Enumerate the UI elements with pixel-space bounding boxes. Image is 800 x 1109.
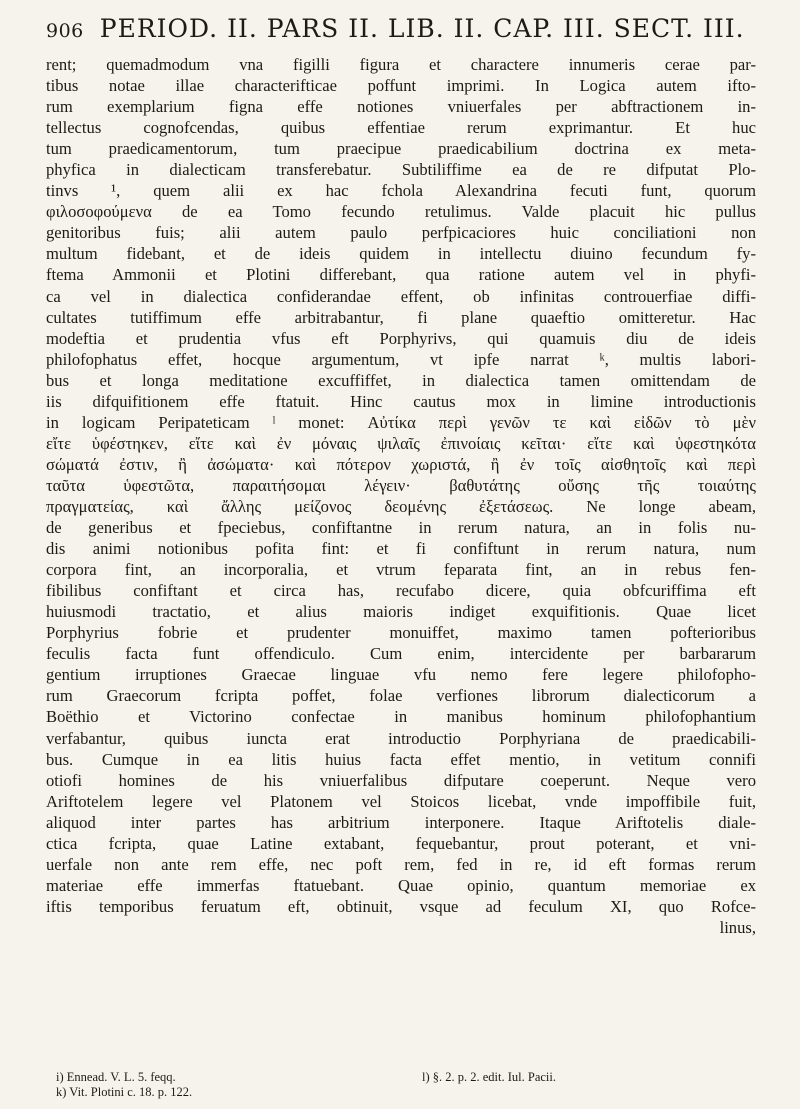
text-line: otiofi homines de his vniuerfalibus difputare coeperunt. Neque vero bbox=[46, 770, 756, 790]
text-line: uerfale non ante rem effe, nec poft rem, fed in re, id eft formas rerum bbox=[46, 854, 756, 874]
text-line: de generibus et fpeciebus, confiftantne in rerum natura, an in folis nu- bbox=[46, 518, 756, 538]
text-line: multum fidebant, et de ideis quidem in intellectu diuino fecundum fy- bbox=[46, 244, 756, 264]
running-head bbox=[46, 14, 756, 48]
footnote: l) §. 2. p. 2. edit. Iul. Pacii. bbox=[421, 1070, 556, 1084]
text-line: tellectus cognofcendas, quibus effentiae rerum exprimantur. Et huc bbox=[46, 118, 756, 138]
text-line: feculis facta funt offendiculo. Cum enim, intercidente per barbararum bbox=[46, 644, 756, 664]
body-text bbox=[46, 54, 756, 938]
text-line: rum exemplarium figna effe notiones vniuerfales per abftractionem in- bbox=[46, 97, 756, 117]
text-line: materiae effe immerfas ftatuebant. Quae opinio, quantum memoriae ex bbox=[46, 875, 756, 895]
text-line: ctica fcripta, quae Latine extabant, fequebantur, prout poterant, et vni- bbox=[46, 833, 756, 853]
text-line: tinvs ¹, quem alii ex hac fchola Alexandrina fecuti funt, quorum bbox=[46, 181, 756, 201]
text-line: philofophatus effet, hocque argumentum, vt ipfe narrat ᵏ, multis labori- bbox=[46, 349, 756, 369]
text-line: tum praedicamentorum, tum praecipue praedicabilium doctrina ex meta- bbox=[46, 139, 756, 159]
text-line: tibus notae illae characterifticae poffunt imprimi. In Logica autem ifto- bbox=[46, 76, 756, 96]
footnote: i) Ennead. V. L. 5. feqq. bbox=[56, 1070, 176, 1084]
text-line: iftis temporibus feruatum eft, obtinuit, vsque ad feculum XI, quo Rofce- bbox=[46, 896, 756, 916]
text-line: ftema Ammonii et Plotini differebant, qua ratione autem vel in phyfi- bbox=[46, 265, 756, 285]
text-line: phyfica in dialecticam transferebatur. Subtiliffime ea de re difputat Plo- bbox=[46, 160, 756, 180]
text-line: fibilibus confiftant et circa has, recufabo dicere, quia obfcuriffima eft bbox=[46, 581, 756, 601]
text-line: bus et longa meditatione excuffiffet, in dialectica tamen omittendam de bbox=[46, 370, 756, 390]
text-line: gentium irruptiones Graecae linguae vfu nemo fere legere philofopho- bbox=[46, 665, 756, 685]
text-line: rum Graecorum fcripta poffet, folae verfiones librorum dialecticorum a bbox=[46, 686, 756, 706]
text-line: dis animi notionibus pofita fint: et fi confiftunt in rerum natura, num bbox=[46, 539, 756, 559]
text-line: σώματά ἐστιν, ἢ ἀσώματα· καὶ πότερον χωριστά, ἢ ἐν τοῖς αἰσθητοῖς καὶ περὶ bbox=[46, 454, 756, 474]
text-line: iis difquifitionem effe ftatuit. Hinc cautus mox in limine introductionis bbox=[46, 391, 756, 411]
text-line: verfabantur, quibus iuncta erat introductio Porphyriana de praedicabili- bbox=[46, 728, 756, 748]
text-line: genitoribus fuis; alii autem paulo perfpicaciores huic conciliationi non bbox=[46, 223, 756, 243]
text-line: ca vel in dialectica confiderandae effent, ob infinitas controuerfiae diffi- bbox=[46, 286, 756, 306]
page-number: 906 bbox=[46, 20, 84, 42]
text-line: Porphyrius fobrie et prudenter monuiffet, maximo tamen pofterioribus bbox=[46, 623, 756, 643]
footnotes bbox=[56, 1070, 756, 1100]
text-line: cultates tutiffimum effe arbitrabantur, fi plane quaeftio omitteretur. Hac bbox=[46, 307, 756, 327]
text-line: in logicam Peripateticam ˡ monet: Αὐτίκα περὶ γενῶν τε καὶ εἰδῶν τὸ μὲν bbox=[46, 412, 756, 432]
text-line: huiusmodi tractatio, et alius maioris indiget exquifitionis. Quae licet bbox=[46, 602, 756, 622]
text-line: πραγματείας, καὶ ἄλλης μείζονος δεομένης ἐξετάσεως. Ne longe abeam, bbox=[46, 496, 756, 516]
text-line: linus, bbox=[719, 917, 756, 937]
footnotes-left bbox=[56, 1070, 192, 1100]
text-line: Ariftotelem legere vel Platonem vel Stoicos licebat, vnde impoffibile fuit, bbox=[46, 791, 756, 811]
text-line: corpora fint, an incorporalia, et vtrum feparata fint, an in rebus fen- bbox=[46, 560, 756, 580]
running-head-title: PERIOD. II. PARS II. LIB. II. CAP. III. SECT. III. bbox=[99, 14, 745, 43]
text-line: φιλοσοφούμενα de ea Tomo fecundo retulimus. Valde placuit hic pullus bbox=[46, 202, 756, 222]
text-line: rent; quemadmodum vna figilli figura et charactere innumeris cerae par- bbox=[46, 55, 756, 74]
footnote: k) Vit. Plotini c. 18. p. 122. bbox=[56, 1085, 193, 1099]
text-line: modeftia et prudentia vfus eft Porphyrivs, qui quamuis diu de ideis bbox=[46, 328, 756, 348]
footnotes-right bbox=[422, 1070, 556, 1100]
text-line: bus. Cumque in ea litis huius facta effet mentio, in vetitum connifi bbox=[46, 749, 756, 769]
text-line: ταῦτα ὑφεστῶτα, παραιτήσομαι λέγειν· βαθυτάτης οὔσης τῆς τοιαύτης bbox=[46, 475, 756, 495]
text-line: aliquod inter partes has arbitrium interponere. Itaque Ariftotelis diale- bbox=[46, 812, 756, 832]
text-line: Boëthio et Victorino confectae in manibus hominum philofophantium bbox=[46, 707, 756, 727]
text-line: εἴτε ὑφέστηκεν, εἴτε καὶ ἐν μόναις ψιλαῖς ἐπινοίαις κεῖται· εἴτε καὶ ὑφεστηκότα bbox=[46, 433, 756, 453]
